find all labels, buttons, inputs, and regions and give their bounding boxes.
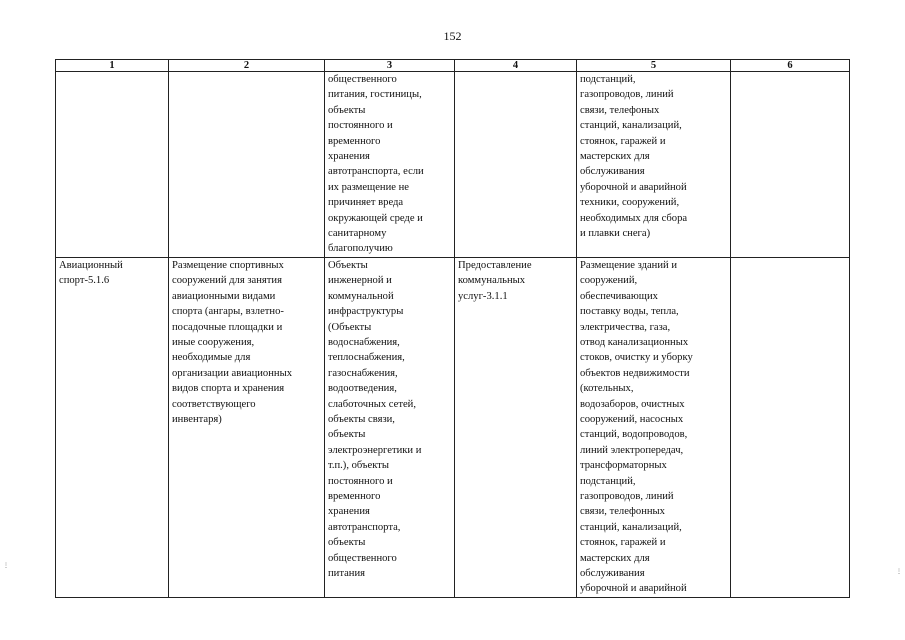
cell-text: подстанций, газопроводов, линий связи, телефоных станций, канализаций, стоянок, гаражей и мастерских для обслуживания уборочной и аварийной техники, сооружений, необходимых для сбора и плавки снега) bbox=[580, 74, 688, 240]
table-cell bbox=[325, 257, 455, 597]
table-cell bbox=[325, 72, 455, 258]
column-header: 2 bbox=[169, 60, 325, 72]
column-header: 5 bbox=[577, 60, 731, 72]
table-cell bbox=[56, 257, 169, 597]
cell-text: общественного питания, гостиницы, объекты постоянного и временного хранения автотранспорта, если их размещение не причиняет вреда окружающей среде и санитарному благополучию bbox=[328, 74, 424, 255]
column-header: 1 bbox=[56, 60, 169, 72]
table-cell bbox=[731, 257, 850, 597]
land-use-table bbox=[55, 59, 850, 598]
cell-text: Объекты инженерной и коммунальной инфраструктуры (Объекты водоснабжения, теплоснабжения, газоснабжения, водоотведения, слаботочных сетей, объекты связи, объекты электроэнергетики и т.п.), объекты постоянного и временного хранения автотранспорта, объекты общественного питания bbox=[328, 259, 422, 579]
column-header: 4 bbox=[455, 60, 577, 72]
table-row bbox=[56, 72, 850, 258]
table-cell bbox=[455, 257, 577, 597]
column-header: 3 bbox=[325, 60, 455, 72]
page-number: 152 bbox=[443, 29, 462, 43]
table-cell bbox=[56, 72, 169, 258]
header-row bbox=[56, 60, 850, 72]
cell-text: Авиационный спорт-5.1.6 bbox=[59, 259, 123, 287]
cell-text: Предоставление коммунальных услуг-3.1.1 bbox=[458, 259, 532, 302]
table-cell bbox=[731, 72, 850, 258]
table-cell bbox=[577, 257, 731, 597]
table-cell bbox=[577, 72, 731, 258]
table-cell bbox=[455, 72, 577, 258]
table-cell bbox=[169, 72, 325, 258]
table-cell bbox=[169, 257, 325, 597]
column-header: 6 bbox=[731, 60, 850, 72]
table-row bbox=[56, 257, 850, 597]
left-margin-mark: ⋮ bbox=[3, 563, 9, 569]
cell-text: Размещение спортивных сооружений для занятия авиационными видами спорта (ангары, взлетно- посадочные площадки и иные сооружения, необходимые для организации авиационных видов спорта и хранения соответствующего инвентаря) bbox=[172, 259, 292, 425]
right-margin-mark: ⋮ bbox=[896, 569, 902, 575]
cell-text: Размещение зданий и сооружений, обеспечивающих поставку воды, тепла, электричества, газа, отвод канализационных стоков, очистку и уборку объектов недвижимости (котельных, водозаборов, очистных сооружений, насосных станций, водопроводов, линий электропередач, трансформаторных подстанций, газопроводов, линий связи, телефонных станций, канализаций, стоянок, гаражей и мастерских для обслуживания уборочной и аварийной bbox=[580, 259, 693, 595]
